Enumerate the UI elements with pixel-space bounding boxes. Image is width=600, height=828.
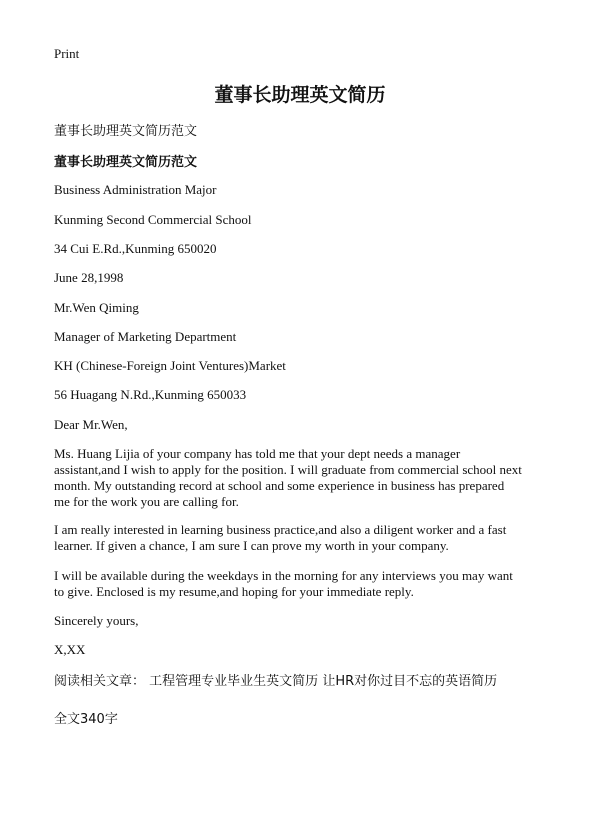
related-label: 阅读相关文章： — [54, 674, 146, 689]
letter-paragraph-3 — [54, 568, 554, 600]
paragraph-line: I am really interested in learning business practice,and also a diligent worker and a fast — [54, 522, 507, 537]
related-link-engineering-resume[interactable]: 工程管理专业毕业生英文简历 — [149, 674, 319, 689]
related-articles — [54, 670, 497, 689]
recipient-address: 56 Huagang N.Rd.,Kunming 650033 — [54, 387, 247, 402]
paragraph-line: me for the work you are calling for. — [54, 494, 239, 509]
letter-paragraph-2 — [54, 522, 554, 554]
letter-salutation: Dear Mr.Wen, — [54, 417, 128, 432]
recipient-name: Mr.Wen Qiming — [54, 300, 139, 315]
sender-major: Business Administration Major — [54, 182, 217, 197]
page-title: 董事长助理英文简历 — [214, 84, 386, 106]
sender-address: 34 Cui E.Rd.,Kunming 650020 — [54, 241, 217, 256]
recipient-company: KH (Chinese-Foreign Joint Ventures)Market — [54, 358, 286, 373]
print-link[interactable]: Print — [54, 46, 80, 61]
sender-school: Kunming Second Commercial School — [54, 212, 252, 227]
letter-signature: X,XX — [54, 642, 86, 657]
recipient-title: Manager of Marketing Department — [54, 329, 237, 344]
paragraph-line: assistant,and I wish to apply for the position. I will graduate from commercial school next — [54, 462, 522, 477]
paragraph-line: learner. If given a chance, I am sure I can prove my worth in your company. — [54, 538, 449, 553]
related-link-hr-resume[interactable]: 让HR对你过目不忘的英语简历 — [322, 674, 498, 689]
paragraph-line: Ms. Huang Lijia of your company has told me that your dept needs a manager — [54, 446, 461, 461]
intro-subtitle: 董事长助理英文简历范文 — [54, 124, 198, 139]
paragraph-line: I will be available during the weekdays in the morning for any interviews you may want — [54, 568, 513, 583]
letter-closing: Sincerely yours, — [54, 613, 139, 628]
intro-subtitle-bold: 董事长助理英文简历范文 — [54, 155, 198, 170]
letter-date: June 28,1998 — [54, 270, 124, 285]
letter-paragraph-1 — [54, 446, 554, 510]
paragraph-line: to give. Enclosed is my resume,and hoping for your immediate reply. — [54, 584, 414, 599]
word-count: 全文340字 — [54, 712, 118, 727]
paragraph-line: month. My outstanding record at school and some experience in business has prepared — [54, 478, 505, 493]
